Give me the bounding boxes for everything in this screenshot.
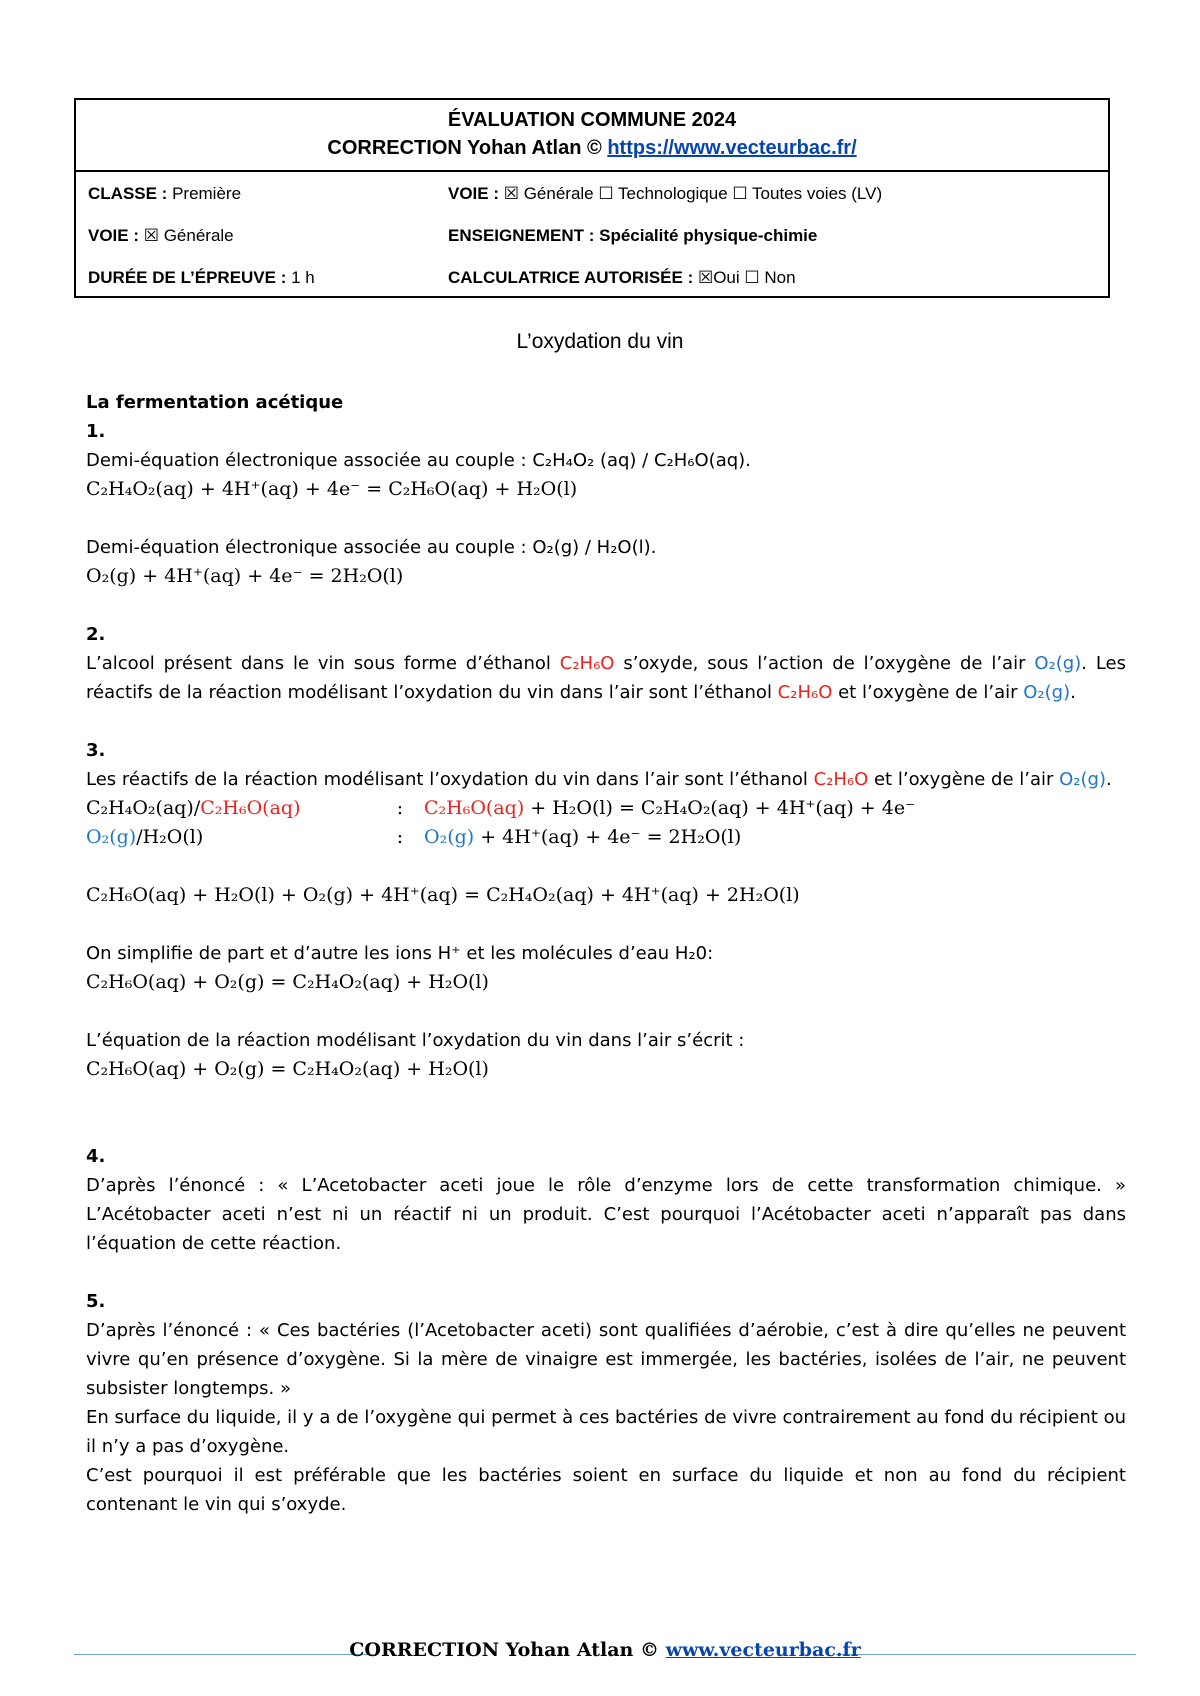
document-title: L’oxydation du vin (516, 330, 684, 353)
q3-sum-equation: C₂H₆O(aq) + H₂O(l) + O₂(g) + 4H⁺(aq) = C₂H₄O₂(aq) + 4H⁺(aq) + 2H₂O(l) (86, 884, 800, 906)
q3-l1-c: . (1106, 769, 1112, 790)
q3-half-equation-2 (86, 823, 1126, 852)
q1-equation-b: O₂(g) + 4H⁺(aq) + 4e⁻ = 2H₂O(l) (86, 565, 404, 587)
q4-text: D’après l’énoncé : « L’Acetobacter aceti joue le rôle d’enzyme lors de cette transformation chimique. » L’Acétobacter aceti n’est ni un réactif ni un produit. C’est pourquoi l’Acétobacter aceti n’apparaît pas dans l’équation de cette réaction. (86, 1175, 1126, 1254)
voie-field (88, 226, 234, 246)
q2-l2-b: et l’oxygène de l’air (832, 682, 1024, 703)
classe-field (88, 184, 241, 204)
q3-final-equation: C₂H₆O(aq) + O₂(g) = C₂H₄O₂(aq) + H₂O(l) (86, 1058, 489, 1080)
page-footer (74, 1639, 1136, 1669)
footer-prefix: CORRECTION Yohan Atlan © (349, 1639, 666, 1661)
document-body (86, 388, 1126, 1519)
q3-couple-1-a: C₂H₄O₂(aq)/ (86, 797, 201, 819)
q3-couple-1-b: C₂H₆O(aq) (200, 797, 301, 819)
header-title-line1: ÉVALUATION COMMUNE 2024 (447, 109, 737, 131)
calculatrice-value: ☒Oui ☐ Non (693, 268, 796, 287)
calculatrice-field (448, 268, 796, 288)
q5-paragraph-1: D’après l’énoncé : « Ces bactéries (l’Acetobacter aceti) sont qualifiées d’aérobie, c’est à dire qu’elles ne peuvent vivre qu’en présence d’oxygène. Si la mère de vinaigre est immergée, les bactéries, isolées de l’air, ne peuvent subsister longtemps. » (86, 1320, 1126, 1399)
q3-intro (86, 765, 1126, 794)
q3-couple-2-a: O₂(g) (86, 826, 137, 848)
q2-number: 2. (86, 624, 106, 645)
q3-half-1-b: + H₂O(l) = C₂H₄O₂(aq) + 4H⁺(aq) + 4e⁻ (524, 797, 916, 819)
q3-half-2-b: + 4H⁺(aq) + 4e⁻ = 2H₂O(l) (474, 826, 742, 848)
header-title-link[interactable]: https://www.vecteurbac.fr/ (607, 137, 857, 159)
classe-label: CLASSE : (88, 184, 168, 203)
classe-value: Première (167, 184, 242, 203)
q2-l1-ethanol: C₂H₆O (559, 653, 615, 674)
q5-paragraph-3: C’est pourquoi il est préférable que les bactéries soient en surface du liquide et non au fond du récipient contenant le vin qui s’oxyde. (86, 1465, 1126, 1515)
header-title-line2 (76, 134, 1108, 162)
q3-half-1-a: C₂H₆O(aq) (424, 797, 525, 819)
q3-l1-a: Les réactifs de la réaction modélisant l’oxydation du vin dans l’air sont l’éthanol (86, 769, 814, 790)
header-box (74, 98, 1110, 298)
voie-value: ☒ Générale (139, 226, 234, 245)
q2-l2-a: Les réactifs de la réaction modélisant l’oxydation du vin dans l’air sont l’éthanol (86, 653, 1126, 703)
duree-field (88, 268, 315, 288)
voie-label: VOIE : (88, 226, 140, 245)
voie-top-field (448, 184, 882, 204)
q3-number: 3. (86, 740, 106, 761)
q3-simplify-text: On simplifie de part et d’autre les ions H⁺ et les molécules d’eau H₂0: (86, 943, 714, 964)
header-title (76, 100, 1108, 172)
q3-half-2-a: O₂(g) (424, 826, 475, 848)
q1-equation-a: C₂H₄O₂(aq) + 4H⁺(aq) + 4e⁻ = C₂H₆O(aq) + H₂O(l) (86, 478, 578, 500)
footer-link[interactable]: www.vecteurbac.fr (665, 1639, 861, 1661)
q2-l2-o2: O₂(g) (1023, 682, 1071, 703)
q3-colon-1: : (396, 797, 404, 819)
q2-l1-o2: O₂(g) (1034, 653, 1082, 674)
calculatrice-label: CALCULATRICE AUTORISÉE : (448, 268, 694, 287)
q2-l2-c: . (1070, 682, 1076, 703)
footer-text (74, 1639, 1136, 1661)
q3-couple-2-b: /H₂O(l) (136, 826, 204, 848)
q1-number: 1. (86, 421, 106, 442)
q2-l2-ethanol: C₂H₆O (777, 682, 833, 703)
q3-couple-2 (86, 823, 376, 852)
q2-paragraph (86, 649, 1126, 707)
voie-top-value: ☒ Générale ☐ Technologique ☐ Toutes voies (LV) (499, 184, 883, 203)
q3-couple-1 (86, 794, 376, 823)
q3-l1-o2: O₂(g) (1059, 769, 1106, 790)
enseignement-field (448, 226, 817, 246)
q2-l1-a: L’alcool présent dans le vin sous forme d’éthanol (86, 653, 560, 674)
q5-paragraph-2: En surface du liquide, il y a de l’oxygène qui permet à ces bactéries de vivre contrairement au fond du récipient ou il n’y a pas d’oxygène. (86, 1407, 1126, 1457)
header-title-prefix: CORRECTION Yohan Atlan © (327, 137, 608, 159)
q3-colon-2: : (396, 826, 404, 848)
q5-number: 5. (86, 1291, 106, 1312)
enseignement-label: ENSEIGNEMENT : Spécialité physique-chimie (448, 226, 818, 245)
q1-intro-a: Demi-équation électronique associée au couple : C₂H₄O₂ (aq) / C₂H₆O(aq). (86, 450, 751, 471)
section-title: La fermentation acétique (86, 392, 344, 413)
q3-half-equation-1 (86, 794, 1126, 823)
q3-l1-ethanol: C₂H₆O (813, 769, 869, 790)
voie-top-label: VOIE : (448, 184, 500, 203)
q2-l1-b: s’oxyde, sous l’action de l’oxygène de l’air (614, 653, 1035, 674)
q4-number: 4. (86, 1146, 106, 1167)
q3-l1-b: et l’oxygène de l’air (868, 769, 1060, 790)
duree-label: DURÉE DE L’ÉPREUVE : (88, 268, 287, 287)
q1-intro-b: Demi-équation électronique associée au couple : O₂(g) / H₂O(l). (86, 537, 657, 558)
q3-simplified-equation: C₂H₆O(aq) + O₂(g) = C₂H₄O₂(aq) + H₂O(l) (86, 971, 489, 993)
q2-l1-c: . (1081, 653, 1087, 674)
duree-value: 1 h (286, 268, 315, 287)
q3-final-text: L’équation de la réaction modélisant l’oxydation du vin dans l’air s’écrit : (86, 1030, 745, 1051)
